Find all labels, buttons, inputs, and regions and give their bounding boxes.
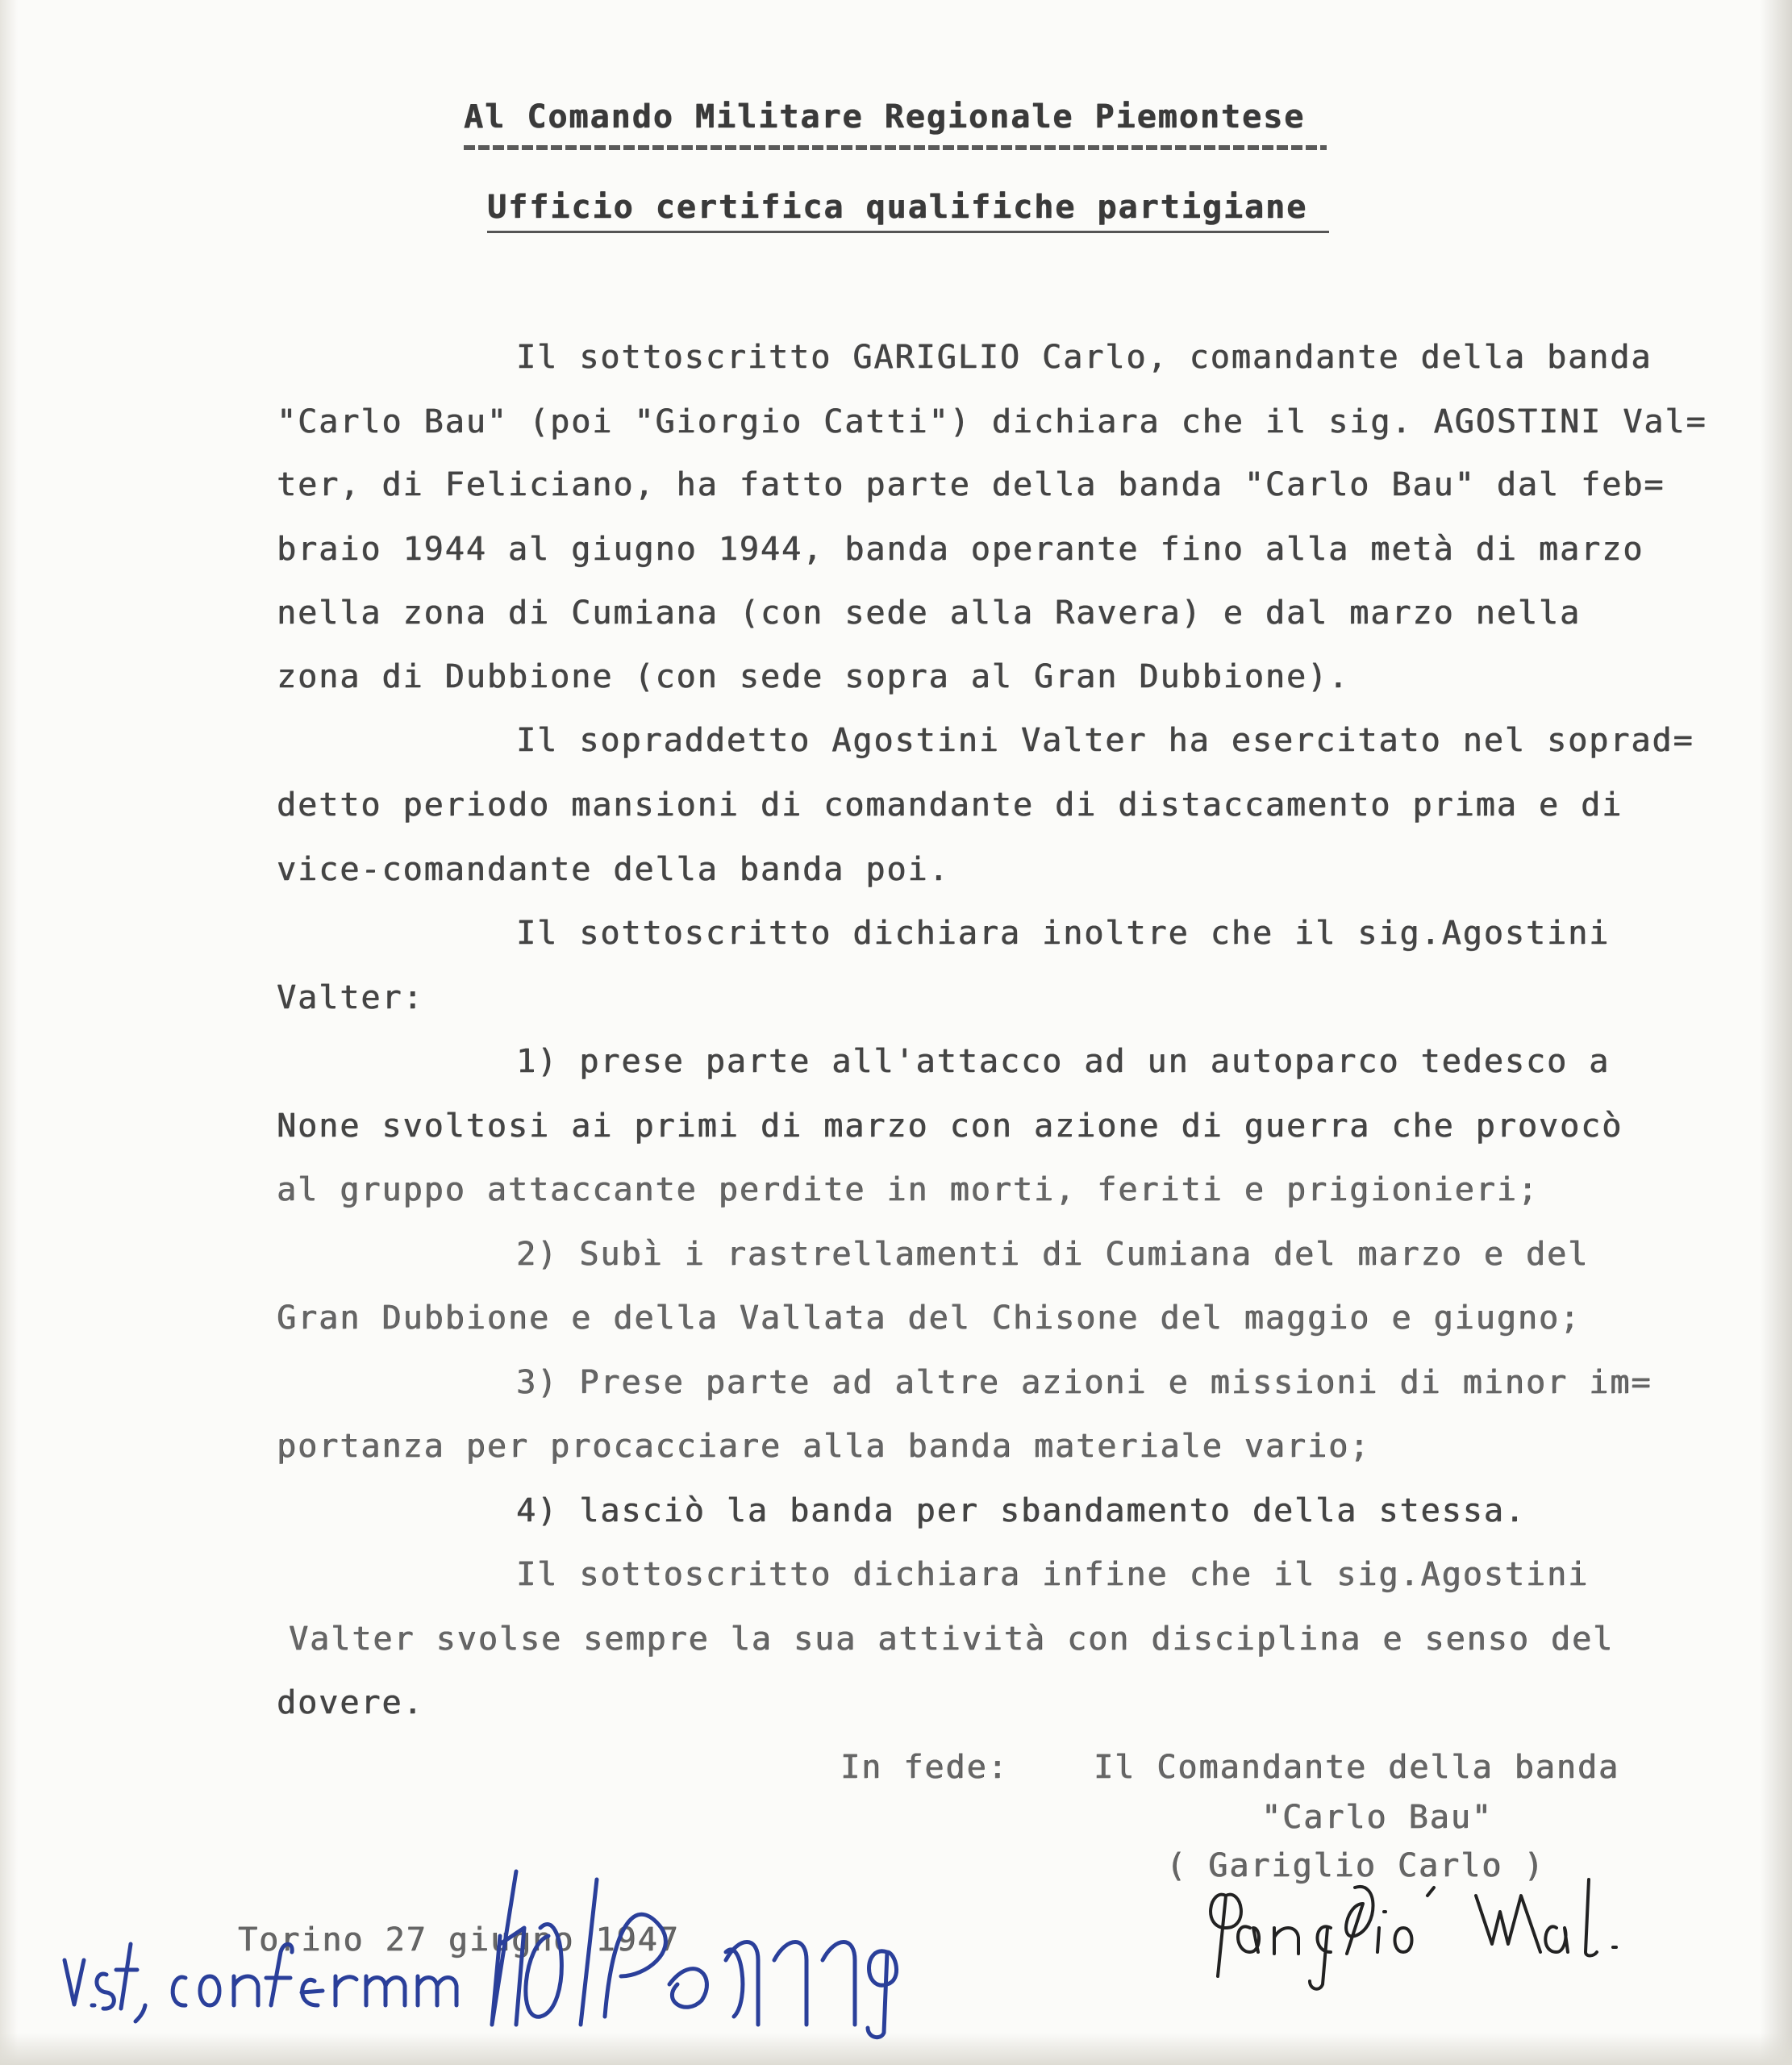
body-line-2: "Carlo Bau" (poi "Giorgio Catti") dichiara che il sig. AGOSTINI Val=	[277, 403, 1707, 440]
body-line-final-2: Valter svolse sempre la sua attività con disciplina e senso del	[289, 1621, 1615, 1658]
body-line-7: Il sopraddetto Agostini Valter ha esercitato nel soprad=	[516, 722, 1694, 759]
body-line-final-1: Il sottoscritto dichiara infine che il sig.Agostini	[516, 1556, 1590, 1593]
body-line-9: vice-comandante della banda poi.	[277, 851, 950, 888]
body-line-6: zona di Dubbione (con sede sopra al Gran Dubbione).	[277, 658, 1350, 695]
list-item-3-line-2: portanza per procacciare alla banda materiale vario;	[277, 1428, 1371, 1465]
list-item-1-line-2: None svoltosi ai primi di marzo con azione di guerra che provocò	[277, 1108, 1623, 1145]
body-line-11: Valter:	[277, 979, 424, 1016]
handwritten-note	[56, 1928, 508, 2041]
header-line-2: Ufficio certifica qualifiche partigiane	[487, 189, 1308, 226]
closing-signatory-name: ( Gariglio Carlo )	[1166, 1847, 1545, 1884]
body-line-1: Il sottoscritto GARIGLIO Carlo, comandante della banda	[516, 339, 1652, 376]
header-line-1: Al Comando Militare Regionale Piemontese	[464, 98, 1306, 136]
body-line-10: Il sottoscritto dichiara inoltre che il sig.Agostini	[516, 915, 1611, 952]
body-line-3: ter, di Feliciano, ha fatto parte della banda "Carlo Bau" dal feb=	[277, 466, 1665, 503]
closing-title: Il Comandante della banda	[1094, 1749, 1620, 1786]
list-item-1-line-1: 1) prese parte all'attacco ad un autoparco tedesco a	[516, 1043, 1611, 1080]
paper-edge-left	[0, 0, 18, 2065]
body-line-5: nella zona di Cumiana (con sede alla Ravera) e dal marzo nella	[277, 594, 1582, 632]
list-item-4: 4) lasciò la banda per sbandamento della stessa.	[516, 1492, 1526, 1529]
signature-left	[468, 1863, 968, 2041]
list-item-1-line-3: al gruppo attaccante perdite in morti, feriti e prigionieri;	[277, 1171, 1539, 1208]
list-item-2-line-2: Gran Dubbione e della Vallata del Chisone del maggio e giugno;	[277, 1299, 1582, 1337]
place-date: Torino 27 giugno 1947	[238, 1921, 680, 1959]
body-line-8: detto periodo mansioni di comandante di distaccamento prima e di	[277, 786, 1623, 824]
closing-in-fede: In fede:	[840, 1749, 1009, 1786]
closing-band-name: "Carlo Bau"	[1261, 1799, 1493, 1836]
list-item-3-line-1: 3) Prese parte ad altre azioni e missioni di minor im=	[516, 1364, 1652, 1401]
body-line-final-3: dovere.	[277, 1684, 424, 1721]
header-line-2-underline	[487, 231, 1329, 233]
signature-right	[1202, 1863, 1702, 1992]
header-line-1-underline	[464, 145, 1327, 150]
paper-edge-right	[1760, 0, 1792, 2065]
list-item-2-line-1: 2) Subì i rastrellamenti di Cumiana del marzo e del	[516, 1236, 1590, 1273]
body-line-4: braio 1944 al giugno 1944, banda operante fino alla metà di marzo	[277, 531, 1644, 568]
